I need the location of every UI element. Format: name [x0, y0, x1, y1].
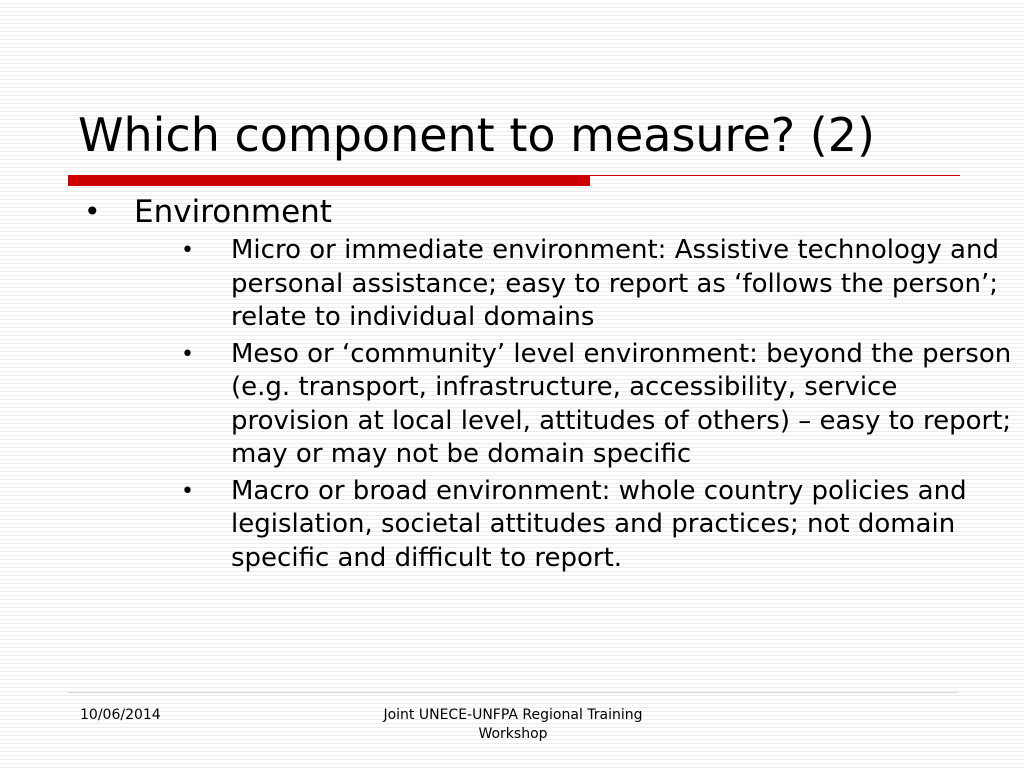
- footer-event-title: Joint UNECE-UNFPA Regional Training Workshop: [383, 707, 643, 742]
- title-accent-bar: [68, 175, 590, 186]
- footer-date: 10/06/2014: [80, 707, 161, 723]
- sub-bullet-text: Macro or broad environment: whole country policies and legislation, societal attitudes and practices; not domain specific and difficult to report.: [231, 475, 967, 573]
- sub-bullet-marker: •: [181, 478, 194, 504]
- sub-bullet-macro: [181, 475, 1021, 576]
- footer-divider: [68, 692, 958, 693]
- sub-bullet-micro: [181, 234, 1021, 335]
- bullet-text: Environment: [134, 194, 332, 230]
- sub-bullet-text: Micro or immediate environment: Assistive technology and personal assistance; easy to report as ‘follows the person’; relate to individual domains: [231, 235, 999, 332]
- title-accent-line: [590, 175, 960, 176]
- bullet-marker: •: [84, 195, 101, 228]
- slide-title: Which component to measure? (2): [78, 108, 875, 162]
- sub-bullet-marker: •: [181, 341, 194, 367]
- sub-bullet-text: Meso or ‘community’ level environment: beyond the person (e.g. transport, infrastructure, accessibility, service provision at local level, attitudes of others) – easy to report; may or may not be domain specific: [231, 338, 1012, 469]
- bullet-environment: [84, 192, 1012, 575]
- slide-content: [84, 192, 1012, 578]
- sub-bullet-meso: [181, 338, 1021, 472]
- sub-bullet-list: [134, 234, 1012, 575]
- sub-bullet-marker: •: [181, 238, 194, 263]
